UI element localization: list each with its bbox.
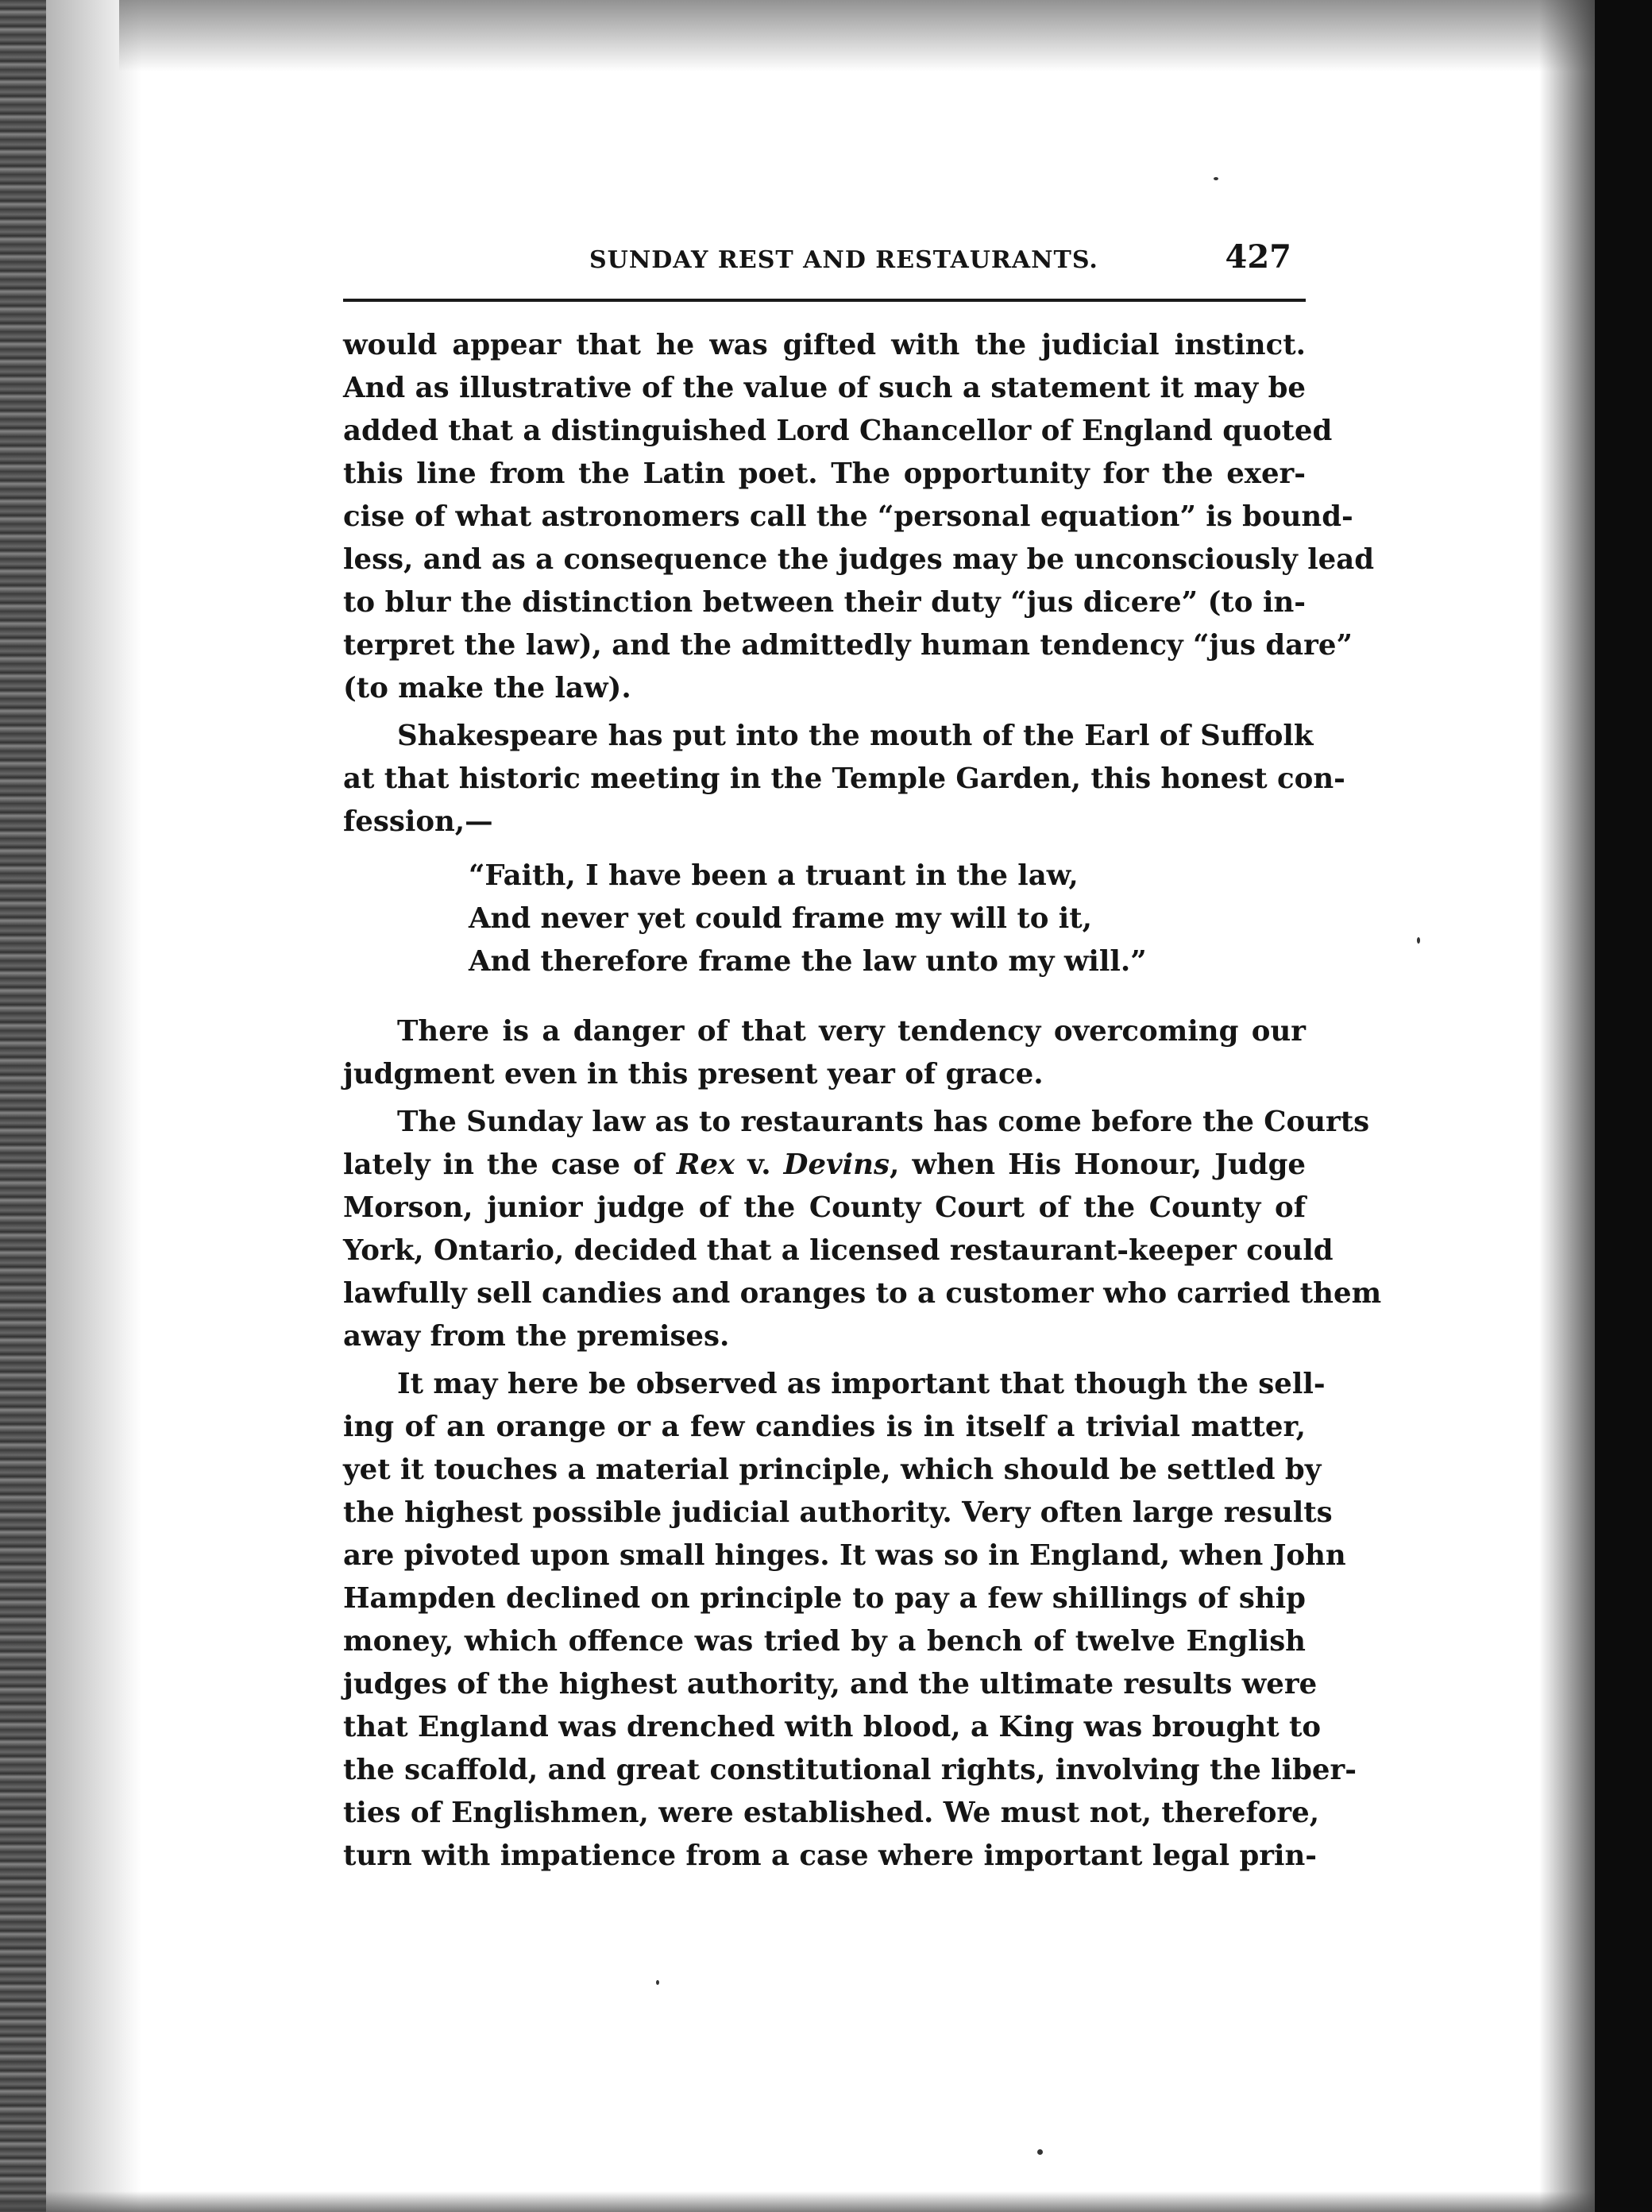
text-line: yet it touches a material principle, which should be settled by xyxy=(343,1453,1322,1486)
page-body xyxy=(343,324,1382,1878)
verse-line: And never yet could frame my will to it, xyxy=(469,902,1093,935)
text-line: less, and as a consequence the judges may be unconsciously lead xyxy=(343,543,1375,576)
paragraph xyxy=(343,1363,1357,1878)
text-line: turn with impatience from a case where important legal prin- xyxy=(343,1839,1318,1872)
book-page xyxy=(343,238,1382,1882)
text-line: Shakespeare has put into the mouth of the Earl of Suffolk xyxy=(397,720,1314,752)
scan-speck xyxy=(1417,937,1420,944)
paragraph xyxy=(343,1010,1306,1096)
paragraph xyxy=(343,324,1375,710)
case-versus: v. xyxy=(735,1148,784,1181)
text-line: The Sunday law as to restaurants has come before the Courts xyxy=(397,1106,1370,1138)
text-line: the scaffold, and great constitutional rights, involving the liber- xyxy=(343,1754,1357,1786)
scan-edge-top xyxy=(119,0,1596,71)
page-number: 427 xyxy=(1225,238,1291,276)
case-defendant: Devins xyxy=(783,1148,890,1181)
text-line: cise of what astronomers call the “personal equation” is bound- xyxy=(343,500,1353,533)
verse-line: “Faith, I have been a truant in the law, xyxy=(469,859,1079,892)
text-line: this line from the Latin poet. The opportunity for the exer- xyxy=(343,457,1306,490)
text-line: at that historic meeting in the Temple Garden, this honest con- xyxy=(343,762,1345,795)
text-line: York, Ontario, decided that a licensed restaurant-keeper could xyxy=(343,1234,1334,1267)
paragraph xyxy=(343,715,1345,843)
paragraph xyxy=(343,1101,1382,1358)
text-line: ties of Englishmen, were established. We must not, therefore, xyxy=(343,1797,1320,1829)
text-line: There is a danger of that very tendency overcoming our xyxy=(397,1015,1306,1048)
text-line: lawfully sell candies and oranges to a customer who carried them xyxy=(343,1277,1382,1310)
text-line: to blur the distinction between their duty “jus dicere” (to in- xyxy=(343,586,1306,619)
scan-speck xyxy=(1214,177,1218,180)
text-line: terpret the law), and the admittedly human tendency “jus dare” xyxy=(343,629,1353,662)
running-head xyxy=(343,238,1306,286)
text-line: are pivoted upon small hinges. It was so in England, when John xyxy=(343,1539,1346,1572)
text-line: judgment even in this present year of grace. xyxy=(343,1058,1044,1091)
verse-quotation xyxy=(343,855,1306,983)
case-line-after: , when His Honour, Judge xyxy=(889,1148,1306,1181)
scan-speck xyxy=(1037,2149,1043,2155)
text-line: Hampden declined on principle to pay a few shillings of ship xyxy=(343,1582,1306,1615)
text-line: It may here be observed as important that though the sell- xyxy=(397,1368,1326,1400)
header-rule xyxy=(343,299,1306,302)
text-line: judges of the highest authority, and the ultimate results were xyxy=(343,1668,1318,1700)
running-title: SUNDAY REST AND RESTAURANTS. xyxy=(589,246,1098,274)
text-line: fession,— xyxy=(343,805,493,838)
text-line: ing of an orange or a few candies is in itself a trivial matter, xyxy=(343,1411,1306,1443)
text-line: Morson, junior judge of the County Court of the County of xyxy=(343,1191,1306,1224)
scan-edge-left xyxy=(0,0,46,2212)
scan-speck xyxy=(656,1980,659,1985)
text-line: money, which offence was tried by a bench of twelve English xyxy=(343,1625,1306,1658)
scan-edge-left-shadow xyxy=(46,0,141,2212)
scan-edge-bottom xyxy=(0,2191,1595,2212)
scan-edge-right xyxy=(1595,0,1652,2212)
text-line: added that a distinguished Lord Chancellor of England quoted xyxy=(343,415,1333,447)
case-plaintiff: Rex xyxy=(676,1148,735,1181)
text-line: away from the premises. xyxy=(343,1320,730,1353)
text-line-with-case-name xyxy=(343,1144,1306,1187)
text-line: (to make the law). xyxy=(343,672,631,705)
verse-line: And therefore frame the law unto my will.” xyxy=(469,945,1147,978)
text-line: that England was drenched with blood, a King was brought to xyxy=(343,1711,1322,1743)
scan-edge-right-shadow xyxy=(1539,0,1595,2212)
case-line-before: lately in the case of xyxy=(343,1148,677,1181)
text-line: And as illustrative of the value of such a statement it may be xyxy=(343,372,1306,404)
text-line: would appear that he was gifted with the judicial instinct. xyxy=(343,329,1306,361)
text-line: the highest possible judicial authority. Very often large results xyxy=(343,1496,1333,1529)
